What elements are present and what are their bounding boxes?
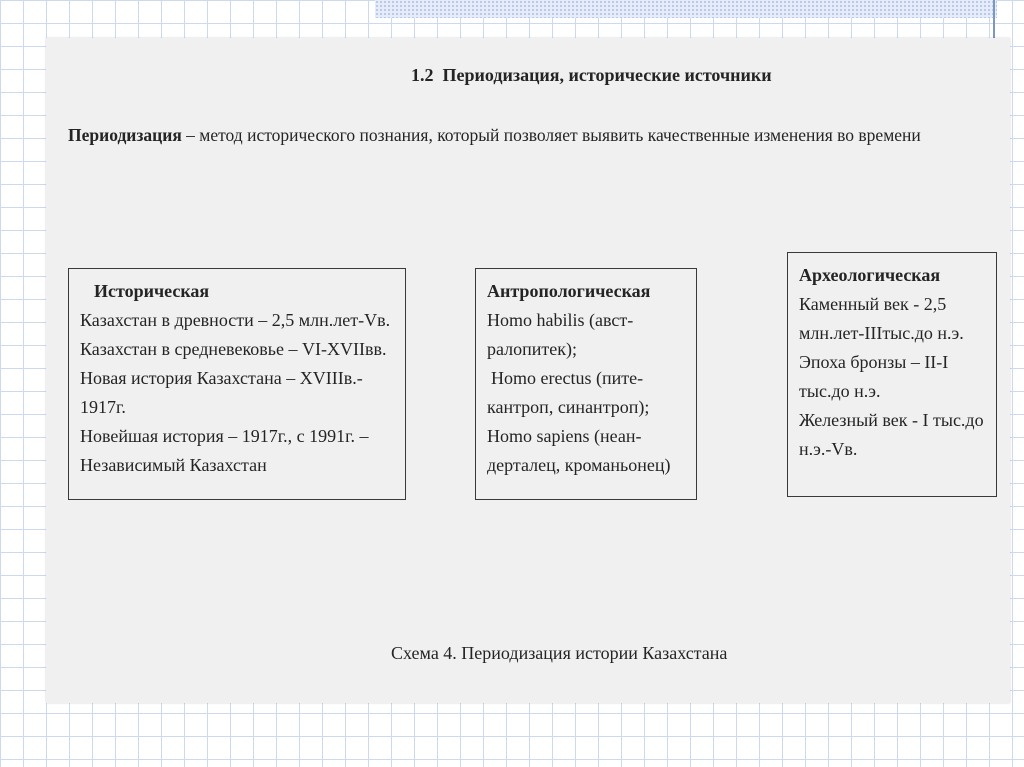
box-line: Homo erectus (пите- bbox=[491, 368, 644, 388]
box-archaeological bbox=[787, 252, 997, 497]
box-line: Homo habilis (авст- bbox=[487, 310, 634, 330]
box-line: кантроп, синантроп); bbox=[487, 397, 650, 417]
box-line: Каменный век - 2,5 bbox=[799, 294, 947, 314]
box-line: Казахстан в древности – 2,5 млн.лет-Vв. bbox=[80, 310, 391, 330]
box-anthropological bbox=[475, 268, 697, 500]
box-line: Homo sapiens (неан- bbox=[487, 426, 642, 446]
box-line: млн.лет-IIIтыс.до н.э. bbox=[799, 323, 964, 343]
box-line: Независимый Казахстан bbox=[80, 455, 267, 475]
definition-body: – метод исторического познания, который позволяет выявить качественные изменения во времени bbox=[181, 125, 921, 145]
box-line: Эпоха бронзы – II-I bbox=[799, 352, 949, 372]
box-line: ралопитек); bbox=[487, 339, 577, 359]
box-line: Железный век - I тыс.до bbox=[799, 410, 984, 430]
box-line: дерталец, кроманьонец) bbox=[487, 455, 671, 475]
box-heading-historical: Историческая bbox=[94, 281, 210, 301]
top-vertical-rule bbox=[993, 0, 995, 38]
top-decorative-band bbox=[375, 0, 997, 18]
definition-term: Периодизация bbox=[68, 125, 182, 145]
section-title: 1.2 Периодизация, исторические источники bbox=[411, 65, 772, 85]
figure-caption: Схема 4. Периодизация истории Казахстана bbox=[391, 643, 728, 663]
box-line: Новая история Казахстана – XVIIIв.- bbox=[80, 368, 363, 388]
box-line: н.э.-Vв. bbox=[799, 439, 858, 459]
box-heading-anthropological: Антропологическая bbox=[487, 281, 651, 301]
box-historical bbox=[68, 268, 406, 500]
box-heading-archaeological: Археологическая bbox=[799, 265, 941, 285]
box-line: тыс.до н.э. bbox=[799, 381, 881, 401]
box-line: Казахстан в средневековье – VI-XVIIвв. bbox=[80, 339, 387, 359]
box-line: Новейшая история – 1917г., с 1991г. – bbox=[80, 426, 369, 446]
slide-content-panel bbox=[46, 38, 1010, 703]
definition-text bbox=[68, 124, 921, 146]
box-line: 1917г. bbox=[80, 397, 126, 417]
